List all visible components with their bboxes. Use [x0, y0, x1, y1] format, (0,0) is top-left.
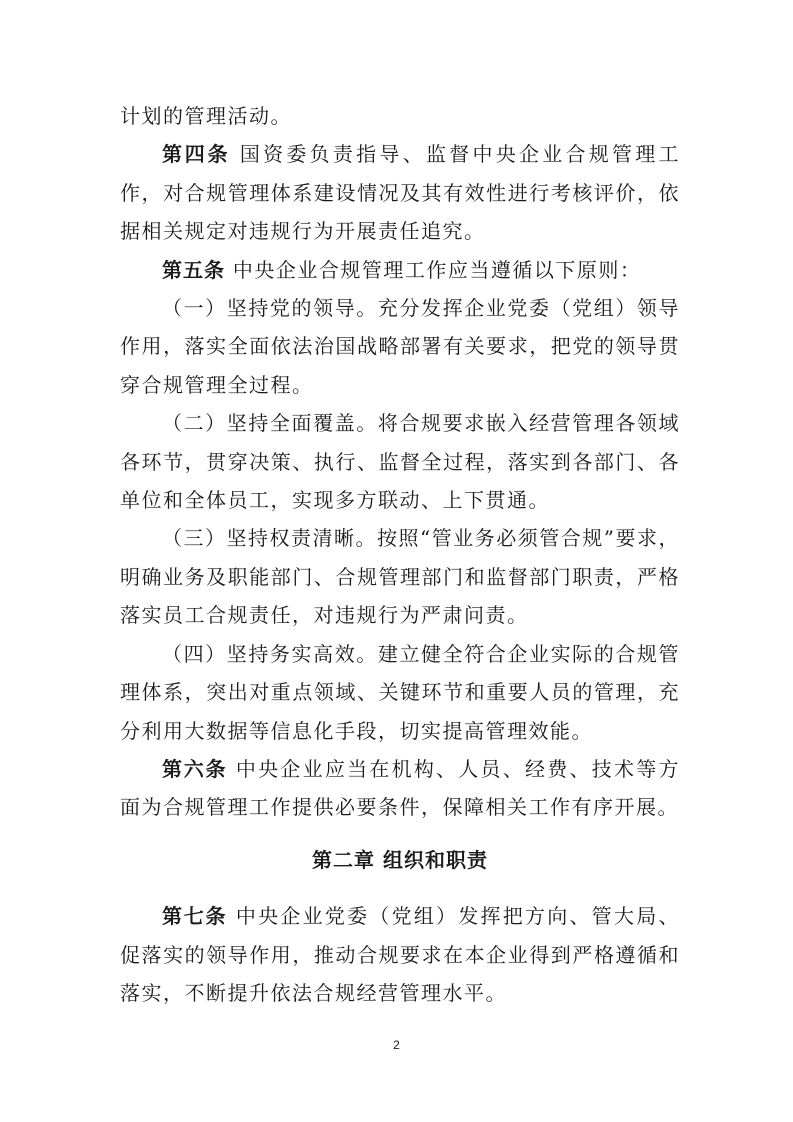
document-body [120, 97, 680, 1012]
article-7-label: 第七条 [162, 904, 228, 929]
continuation-paragraph: 计划的管理活动。 [120, 104, 292, 128]
article-6 [120, 750, 680, 827]
article-5-item-1: （一）坚持党的领导。充分发挥企业党委（党组）领导作用，落实全面依法治国战略部署有关要求，把党的领导贯穿合规管理全过程。 [120, 296, 680, 397]
article-5-label: 第五条 [162, 257, 225, 282]
article-7 [120, 897, 680, 1012]
article-5-item-2: （二）坚持全面覆盖。将合规要求嵌入经营管理各领域各环节，贯穿决策、执行、监督全过程，落实到各部门、各单位和全体员工，实现多方联动、上下贯通。 [120, 411, 680, 513]
article-6-text: 中央企业应当在机构、人员、经费、技术等方面为合规管理工作提供必要条件，保障相关工作有序开展。 [120, 756, 681, 820]
article-6-label: 第六条 [162, 756, 228, 781]
article-5-item-4: （四）坚持务实高效。建立健全符合企业实际的合规管理体系，突出对重点领域、关键环节和重要人员的管理，充分利用大数据等信息化手段，切实提高管理效能。 [120, 641, 680, 743]
chapter-heading: 第二章 组织和职责 [312, 847, 488, 872]
article-5 [120, 251, 680, 289]
article-5-text: 中央企业合规管理工作应当遵循以下原则： [225, 257, 642, 282]
article-5-item-3: （三）坚持权责清晰。按照“管业务必须管合规”要求，明确业务及职能部门、合规管理部门和监督部门职责，严格落实员工合规责任，对违规行为严肃问责。 [120, 526, 680, 628]
article-4-text: 国资委负责指导、监督中央企业合规管理工作，对合规管理体系建设情况及其有效性进行考核评价，依据相关规定对违规行为开展责任追究。 [120, 142, 681, 244]
article-7-text: 中央企业党委（党组）发挥把方向、管大局、促落实的领导作用，推动合规要求在本企业得到严格遵循和落实，不断提升依法合规经营管理水平。 [120, 904, 681, 1005]
article-4 [120, 135, 680, 250]
page-number: 2 [393, 1038, 400, 1052]
article-4-label: 第四条 [162, 142, 231, 167]
